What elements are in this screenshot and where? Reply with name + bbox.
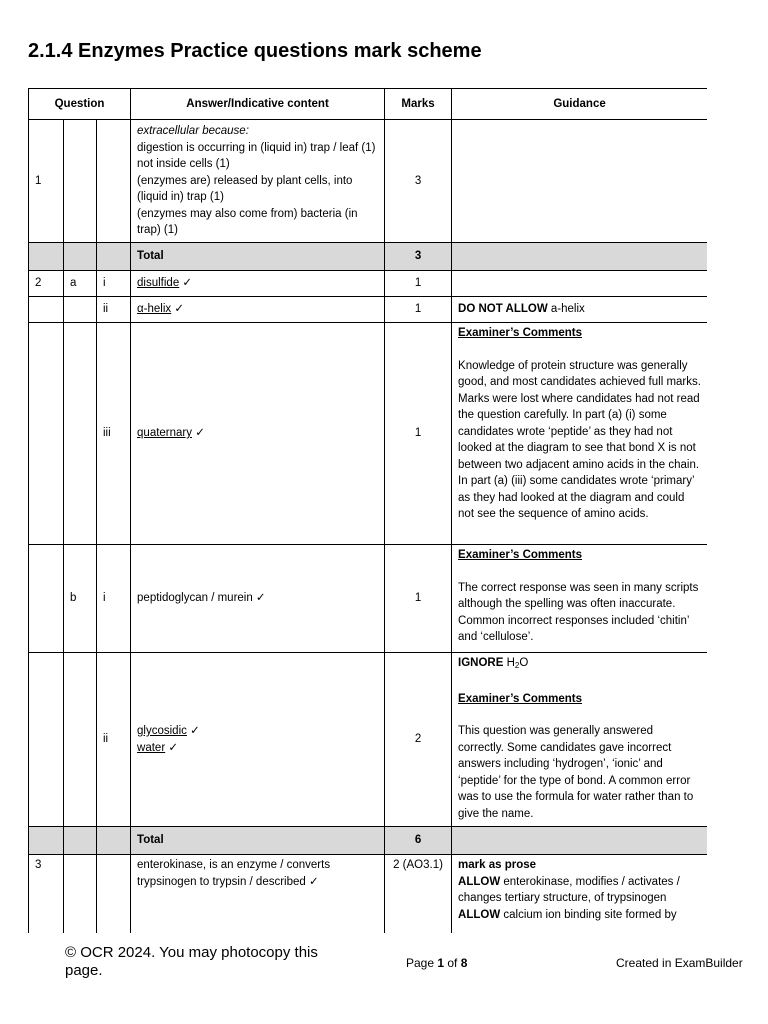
total-row (29, 827, 708, 855)
table-row (29, 120, 708, 243)
total-marks: 3 (385, 243, 452, 271)
marks-cell: 1 (385, 323, 452, 545)
guidance-cell (452, 545, 707, 653)
marks-cell: 1 (385, 297, 452, 323)
table-row (29, 855, 708, 934)
question-subpart: i (97, 545, 131, 653)
tick-mark: ✓ (179, 277, 193, 290)
examiner-comments-heading: Examiner’s Comments (458, 692, 583, 705)
header-guidance: Guidance (452, 89, 707, 120)
table-row (29, 545, 708, 653)
guidance-text: O (519, 657, 529, 669)
answer-text: glycosidic (137, 725, 187, 737)
tick-mark: ✓ (186, 725, 200, 737)
guidance-text: calcium ion binding site formed by (500, 908, 677, 921)
tick-mark: ✓ (171, 303, 185, 316)
answer-text: quaternary (137, 427, 193, 440)
table-row (29, 323, 708, 545)
guidance-cell (452, 855, 707, 934)
marks-cell: 3 (385, 120, 452, 243)
tick-mark: ✓ (192, 427, 205, 440)
header-marks: Marks (385, 89, 452, 120)
table-row (29, 297, 708, 323)
mark-scheme-table-container (28, 88, 707, 933)
total-label: Total (131, 827, 385, 855)
table-header-row (29, 89, 708, 120)
total-marks: 6 (385, 827, 452, 855)
examiner-comments-text: This question was generally answered correctly. Some candidates gave incorrect answers including ‘hydrogen’, ‘ionic’ and ‘peptide’ for the type of bond. A common error was to use the formula for water rather than to give the name. (458, 725, 694, 820)
mark-scheme-table (28, 88, 707, 933)
guidance-text: enterokinase, modifies / activates / changes tertiary structure, of trypsinogen (458, 875, 680, 904)
question-subpart: ii (97, 297, 131, 323)
subscript: 2 (514, 661, 520, 670)
answer-cell (131, 271, 385, 297)
guidance-cell (452, 120, 707, 243)
question-number: 2 (29, 271, 64, 297)
guidance-keyword: ALLOW (458, 875, 501, 888)
answer-text: disulfide (137, 277, 180, 290)
answer-cell: enterokinase, is an enzyme / converts trypsinogen to trypsin / described ✓ (131, 855, 385, 934)
guidance-text: H (503, 657, 515, 669)
examiner-comments-text: Knowledge of protein structure was generally good, and most candidates achieved full marks. Marks were lost where candidates had not read the question carefully. In part (a) (i) some candidates wrote ‘peptide’ as they had not looked at the diagram to see that bond X is not between two adjacent amino acids in the chain. In part (a) (iii) some candidates wrote ‘primary’ as they had looked at the diagram and could not see the sequence of amino acids. (458, 359, 701, 520)
total-label: Total (131, 243, 385, 271)
guidance-cell (452, 653, 707, 827)
guidance-keyword: IGNORE (458, 657, 504, 669)
total-row (29, 243, 708, 271)
guidance-heading: mark as prose (458, 859, 537, 871)
question-subpart: iii (97, 323, 131, 545)
guidance-keyword: ALLOW (458, 908, 501, 921)
answer-text: α-helix (137, 303, 172, 316)
answer-text: water (137, 741, 166, 754)
question-part: a (64, 271, 97, 297)
answer-line: (enzymes may also come from) bacteria (in trap) (1) (137, 207, 358, 237)
guidance-keyword: DO NOT ALLOW (458, 303, 548, 316)
guidance-cell (452, 297, 707, 323)
answer-line: digestion is occurring in (liquid in) trap / leaf (1) not inside cells (1) (137, 141, 376, 171)
answer-cell (131, 653, 385, 827)
created-in-label: Created in ExamBuilder (616, 956, 743, 970)
answer-intro: extracellular because: (137, 125, 249, 138)
answer-cell (131, 323, 385, 545)
table-row (29, 653, 708, 827)
marks-cell: 1 (385, 271, 452, 297)
guidance-text: a-helix (547, 303, 585, 316)
question-subpart: i (97, 271, 131, 297)
header-answer: Answer/Indicative content (131, 89, 385, 120)
answer-cell (131, 297, 385, 323)
page-title: 2.1.4 Enzymes Practice questions mark scheme (28, 40, 482, 62)
marks-cell: 2 (AO3.1) (385, 855, 452, 934)
answer-cell: peptidoglycan / murein ✓ (131, 545, 385, 653)
copyright-notice: © OCR 2024. You may photocopy this page. (65, 944, 318, 979)
question-number: 1 (29, 120, 64, 243)
marks-cell: 2 (385, 653, 452, 827)
header-question: Question (29, 89, 131, 120)
table-row (29, 271, 708, 297)
question-number: 3 (29, 855, 64, 934)
examiner-comments-heading: Examiner’s Comments (458, 327, 583, 339)
examiner-comments-heading: Examiner’s Comments (458, 549, 583, 561)
question-subpart: ii (97, 653, 131, 827)
answer-line: (enzymes are) released by plant cells, into (liquid in) trap (1) (137, 174, 353, 204)
tick-mark: ✓ (165, 741, 178, 754)
question-part: b (64, 545, 97, 653)
guidance-cell (452, 323, 707, 545)
page-number: Page 1 of 8 (406, 956, 468, 970)
marks-cell: 1 (385, 545, 452, 653)
examiner-comments-text: The correct response was seen in many scripts although the spelling was often inaccurate. Common incorrect responses included ‘chitin’ and ‘cellulose’. (458, 581, 699, 643)
answer-cell (131, 120, 385, 243)
